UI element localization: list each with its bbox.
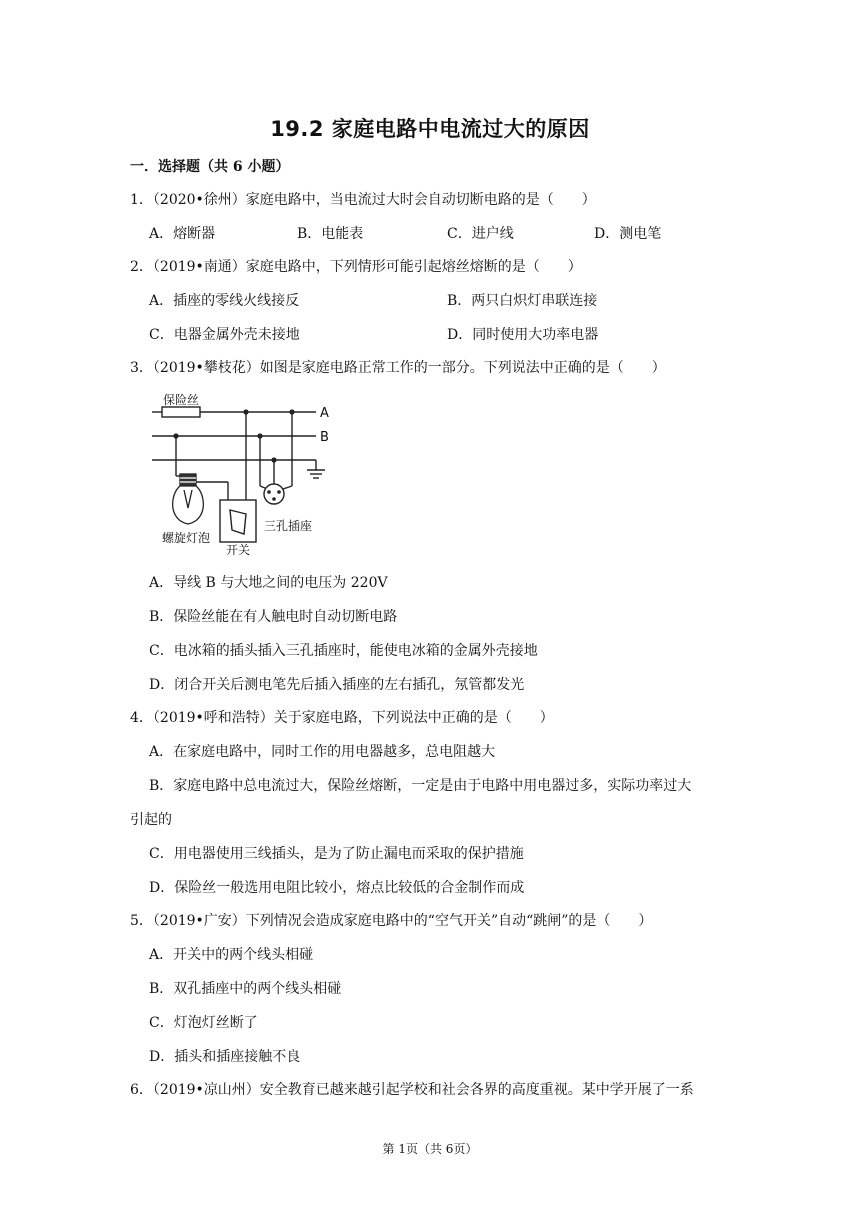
- question-3-option-d: D．闭合开关后测电笔先后插入插座的左右插孔，氖管都发光: [149, 677, 525, 693]
- question-1-option-a: A．熔断器: [149, 226, 216, 242]
- question-6-stem: 6．（2019•凉山州）安全教育已越来越引起学校和社会各界的高度重视。某中学开展了一系: [130, 1082, 694, 1098]
- question-3-option-c: C．电冰箱的插头插入三孔插座时，能使电冰箱的金属外壳接地: [149, 643, 538, 659]
- page-footer: 第 1页（共 6页）: [382, 1142, 478, 1156]
- question-2-option-a: A．插座的零线火线接反: [149, 293, 300, 309]
- question-3-stem: 3．（2019•攀枝花）如图是家庭电路正常工作的一部分。下列说法中正确的是（ ）: [130, 360, 666, 376]
- switch-icon: [220, 500, 256, 542]
- question-2-option-d: D．同时使用大功率电器: [447, 327, 599, 343]
- fuse-label: 保险丝: [163, 393, 200, 407]
- question-5-option-b: B．双孔插座中的两个线头相碰: [149, 981, 342, 997]
- question-2-option-c: C．电器金属外壳未接地: [149, 327, 300, 343]
- question-4-option-b-continuation: 引起的: [130, 812, 172, 828]
- question-4-stem: 4．（2019•呼和浩特）关于家庭电路，下列说法中正确的是（ ）: [130, 710, 554, 726]
- circuit-diagram: [148, 390, 348, 560]
- socket-icon: [264, 484, 284, 504]
- question-5-option-a: A．开关中的两个线头相碰: [149, 947, 314, 963]
- question-4-option-a: A．在家庭电路中，同时工作的用电器越多，总电阻越大: [149, 744, 496, 760]
- socket-label: 三孔插座: [264, 519, 313, 533]
- switch-label: 开关: [226, 543, 251, 557]
- question-2-stem: 2．（2019•南通）家庭电路中，下列情形可能引起熔丝熔断的是（ ）: [130, 259, 582, 275]
- question-1-option-d: D．测电笔: [594, 226, 662, 242]
- page-title: 19.2 家庭电路中电流过大的原因: [270, 117, 590, 141]
- question-4-option-d: D．保险丝一般选用电阻比较小，熔点比较低的合金制作而成: [149, 880, 525, 896]
- question-2-option-b: B．两只白炽灯串联连接: [447, 293, 598, 309]
- question-5-stem: 5．（2019•广安）下列情况会造成家庭电路中的“空气开关”自动“跳闸”的是（ ）: [130, 913, 653, 929]
- question-5-option-c: C．灯泡灯丝断了: [149, 1015, 258, 1031]
- question-4-option-b: B．家庭电路中总电流过大，保险丝熔断，一定是由于电路中用电器过多，实际功率过大: [149, 778, 692, 794]
- fuse-icon: [162, 407, 200, 417]
- question-4-option-c: C．用电器使用三线插头，是为了防止漏电而采取的保护措施: [149, 846, 524, 862]
- question-3-option-b: B．保险丝能在有人触电时自动切断电路: [149, 609, 398, 625]
- question-1-option-c: C．进户线: [447, 226, 514, 242]
- question-3-option-a: A．导线 B 与大地之间的电压为 220V: [149, 575, 388, 591]
- question-5-option-d: D．插头和插座接触不良: [149, 1049, 301, 1065]
- section-heading: 一．选择题（共 6 小题）: [130, 159, 290, 175]
- question-1-stem: 1．（2020•徐州）家庭电路中，当电流过大时会自动切断电路的是（ ）: [130, 192, 596, 208]
- wire-a-label: A: [320, 406, 329, 421]
- question-1-option-b: B．电能表: [297, 226, 364, 242]
- bulb-label: 螺旋灯泡: [162, 531, 211, 545]
- wire-b-label: B: [320, 430, 329, 445]
